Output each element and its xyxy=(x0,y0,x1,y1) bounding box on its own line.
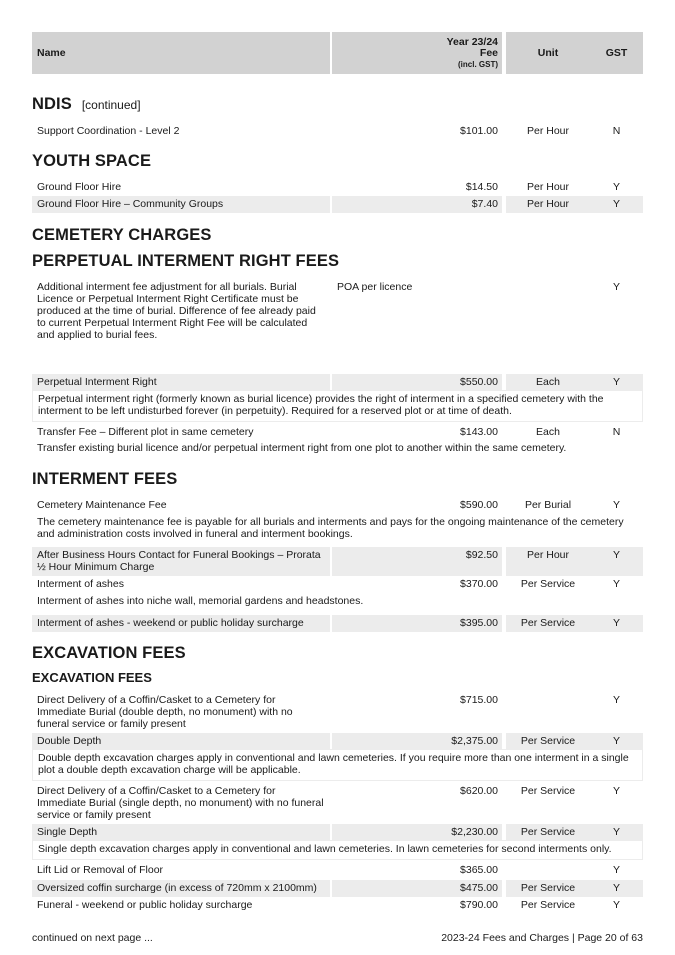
footer-continued: continued on next page ... xyxy=(32,932,153,944)
row-description: The cemetery maintenance fee is payable for all burials and interments and pays for the ongoing maintenance of the cemetery and administration costs involved in funeral and interment bookings. xyxy=(37,516,624,540)
row-unit: Per Hour xyxy=(526,181,569,193)
row-fee: POA per licence xyxy=(337,281,413,293)
row-gst: Y xyxy=(612,785,620,797)
table-row xyxy=(32,733,643,750)
row-fee: $550.00 xyxy=(332,374,502,391)
table-row xyxy=(32,123,643,140)
table-row xyxy=(32,374,643,391)
row-fee: $2,375.00 xyxy=(332,733,502,750)
row-fee: $370.00 xyxy=(460,578,498,590)
table-row xyxy=(32,897,643,914)
row-unit: Per Service xyxy=(506,733,590,750)
row-gst: Y xyxy=(612,694,620,706)
row-name: Ground Floor Hire – Community Groups xyxy=(32,196,330,213)
header-fee-label: Fee xyxy=(479,47,498,59)
row-unit xyxy=(506,279,590,344)
row-name: Interment of ashes - weekend or public holiday surcharge xyxy=(32,615,330,632)
row-unit: Per Hour xyxy=(526,125,569,137)
section-title-perpetual: PERPETUAL INTERMENT RIGHT FEES xyxy=(32,252,340,270)
row-name: Oversized coffin surcharge (in excess of 720mm x 2100mm) xyxy=(32,880,330,897)
header-fee xyxy=(332,32,502,74)
table-row xyxy=(32,547,643,576)
ndis-continued: [continued] xyxy=(81,98,141,112)
row-fee: $92.50 xyxy=(332,547,502,576)
row-name: Perpetual Interment Right xyxy=(32,374,330,391)
row-gst: Y xyxy=(612,499,620,511)
row-unit: Each xyxy=(506,374,590,391)
row-gst: Y xyxy=(612,578,620,590)
row-description: Transfer existing burial licence and/or perpetual interment right from one plot to another within the same cemetery. xyxy=(37,442,567,454)
row-fee: $365.00 xyxy=(460,864,498,876)
row-unit xyxy=(506,692,590,733)
row-name: Double Depth xyxy=(32,733,330,750)
row-name: Cemetery Maintenance Fee xyxy=(37,499,167,511)
section-title-ndis xyxy=(32,95,141,114)
row-fee: $395.00 xyxy=(332,615,502,632)
table-row xyxy=(32,783,643,824)
row-gst: Y xyxy=(612,181,620,193)
section-title-cemetery: CEMETERY CHARGES xyxy=(32,226,212,244)
row-gst: Y xyxy=(590,547,643,576)
row-unit: Per Service xyxy=(520,578,576,590)
table-row xyxy=(32,862,643,879)
row-unit: Per Hour xyxy=(506,547,590,576)
row-name: Direct Delivery of a Coffin/Casket to a Cemetery for Immediate Burial (single depth, no monument) with no funeral service or family present xyxy=(37,785,324,821)
row-unit xyxy=(506,862,590,879)
row-gst: Y xyxy=(612,899,620,911)
row-fee: $715.00 xyxy=(460,694,498,706)
row-name: Additional interment fee adjustment for all burials. Burial Licence or Perpetual Interment Right Certificate must be produced at the time of burial. Difference of fee already paid to current Perpetual Interment Right Fee will be calculated and applied to burial fees. xyxy=(37,281,316,341)
excavation-title: EXCAVATION FEES xyxy=(32,644,186,662)
row-name: Transfer Fee – Different plot in same cemetery xyxy=(37,426,254,438)
row-description: Interment of ashes into niche wall, memorial gardens and headstones. xyxy=(37,595,364,607)
table-row xyxy=(32,880,643,897)
header-unit: Unit xyxy=(506,32,590,74)
table-row xyxy=(32,179,643,196)
row-name: Funeral - weekend or public holiday surcharge xyxy=(37,899,253,911)
row-gst: Y xyxy=(612,864,620,876)
row-name: After Business Hours Contact for Funeral Bookings – Prorata ½ Hour Minimum Charge xyxy=(32,547,330,576)
row-gst: Y xyxy=(590,880,643,897)
header-fee-gst-note: (incl. GST) xyxy=(458,59,498,69)
table-header xyxy=(32,32,643,74)
interment-title: INTERMENT FEES xyxy=(32,470,178,488)
row-gst: Y xyxy=(590,824,643,841)
row-name: Lift Lid or Removal of Floor xyxy=(37,864,164,876)
table-row xyxy=(32,615,643,632)
row-fee: $590.00 xyxy=(460,499,498,511)
row-gst: Y xyxy=(590,733,643,750)
row-fee: $2,230.00 xyxy=(332,824,502,841)
table-row xyxy=(32,196,643,213)
table-row xyxy=(32,824,643,841)
row-unit: Per Service xyxy=(506,824,590,841)
section-title-excavation xyxy=(32,644,186,663)
header-name: Name xyxy=(32,32,330,74)
row-unit: Per Burial xyxy=(524,499,572,511)
table-row xyxy=(32,424,643,441)
row-name: Support Coordination - Level 2 xyxy=(37,125,180,137)
row-description: Perpetual interment right (formerly known as burial licence) provides the right of interment in a specified cemetery with the interment to be left undisturbed forever (in perpetuity). Required for a reserved plot or at time of death. xyxy=(32,390,643,422)
table-row xyxy=(32,279,643,344)
row-description: Single depth excavation charges apply in conventional and lawn cemeteries. In lawn cemeteries for second interments only. xyxy=(32,840,643,860)
row-fee: $790.00 xyxy=(460,899,498,911)
row-gst: Y xyxy=(590,615,643,632)
table-row xyxy=(32,692,643,733)
footer-page-number: 2023-24 Fees and Charges | Page 20 of 63 xyxy=(441,932,643,944)
row-unit: Per Service xyxy=(506,880,590,897)
row-fee: $620.00 xyxy=(460,785,498,797)
section-title-youth-space: YOUTH SPACE xyxy=(32,152,152,170)
row-name: Single Depth xyxy=(32,824,330,841)
row-unit: Each xyxy=(536,426,560,438)
header-fee-year: Year 23/24 xyxy=(446,35,498,48)
row-fee: $101.00 xyxy=(460,125,498,137)
row-name: Ground Floor Hire xyxy=(37,181,122,193)
table-row xyxy=(32,497,643,514)
row-gst: N xyxy=(612,426,621,438)
header-gst: GST xyxy=(590,32,643,74)
ndis-title: NDIS xyxy=(32,95,72,113)
row-name: Direct Delivery of a Coffin/Casket to a Cemetery for Immediate Burial (double depth, no monument) with no funeral service or family present xyxy=(37,694,293,730)
row-fee: $143.00 xyxy=(460,426,498,438)
row-description: Double depth excavation charges apply in conventional and lawn cemeteries. If you require more than one interment in a single plot a double depth excavation charge will be applicable. xyxy=(32,749,643,781)
row-unit: Per Service xyxy=(506,615,590,632)
subsection-title-excavation: EXCAVATION FEES xyxy=(32,670,152,685)
row-gst: Y xyxy=(590,196,643,213)
row-fee: $7.40 xyxy=(332,196,502,213)
row-unit: Per Service xyxy=(520,899,576,911)
row-fee: $14.50 xyxy=(465,181,498,193)
row-gst: N xyxy=(612,125,621,137)
row-name: Interment of ashes xyxy=(37,578,124,590)
table-row xyxy=(32,576,643,593)
row-fee: $475.00 xyxy=(332,880,502,897)
row-gst: Y xyxy=(590,374,643,391)
row-gst: Y xyxy=(612,281,620,293)
row-unit: Per Service xyxy=(520,785,576,797)
row-unit: Per Hour xyxy=(506,196,590,213)
page-footer xyxy=(32,932,643,944)
section-title-interment xyxy=(32,470,177,489)
